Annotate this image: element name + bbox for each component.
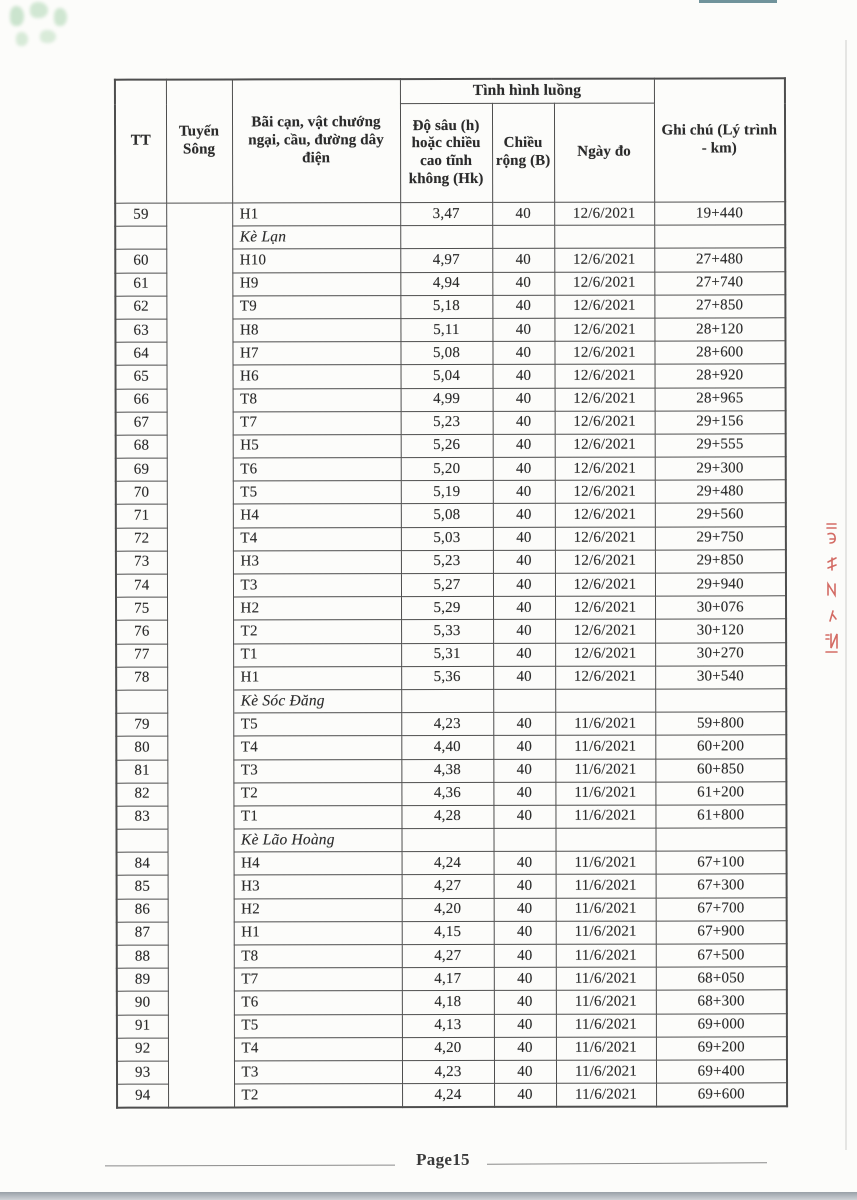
smudge-blob <box>10 6 24 26</box>
smudge-blob <box>16 32 28 46</box>
depth-cell: 5,26 <box>401 434 493 457</box>
row-number-cell: 64 <box>115 342 166 365</box>
km-cell: 60+850 <box>655 758 786 781</box>
obstacle-cell: T5 <box>233 481 401 505</box>
row-number-cell: 75 <box>116 597 167 620</box>
scan-edge-shadow <box>845 40 847 1150</box>
width-cell: 40 <box>493 365 555 388</box>
obstacle-cell: T6 <box>234 991 402 1015</box>
row-number-cell: 60 <box>115 249 166 272</box>
date-cell: 12/6/2021 <box>555 364 655 387</box>
col-header-note: Ghi chú (Lý trình - km) <box>654 78 785 202</box>
depth-cell: 5,19 <box>401 481 493 504</box>
km-cell: 68+050 <box>656 967 787 990</box>
section-row <box>116 689 786 714</box>
date-cell: 12/6/2021 <box>555 457 655 480</box>
obstacle-cell: H6 <box>233 365 401 389</box>
width-cell: 40 <box>493 457 555 480</box>
depth-cell: 4,28 <box>401 805 493 828</box>
km-cell: 59+800 <box>655 712 786 735</box>
depth-cell: 5,11 <box>400 318 492 341</box>
col-header-obstacle: Bãi cạn, vật chướng ngại, cầu, đường dây điện <box>232 79 400 203</box>
date-cell: 11/6/2021 <box>555 735 655 758</box>
row-number-cell: 63 <box>115 319 166 342</box>
km-cell: 28+965 <box>655 387 786 410</box>
obstacle-cell: T2 <box>233 782 401 806</box>
date-cell: 12/6/2021 <box>555 504 655 527</box>
row-number-cell: 70 <box>116 481 167 504</box>
width-cell: 40 <box>494 1037 556 1060</box>
col-header-route: Tuyến Sông <box>166 79 232 203</box>
date-cell: 12/6/2021 <box>554 295 654 318</box>
depth-cell: 4,27 <box>402 875 494 898</box>
route-cell <box>166 203 233 690</box>
obstacle-cell: T2 <box>234 1084 402 1108</box>
channel-survey-table <box>114 77 788 1109</box>
row-number-cell <box>115 226 166 249</box>
date-cell <box>555 689 655 712</box>
obstacle-cell: T3 <box>234 1061 402 1085</box>
width-cell: 40 <box>493 712 555 735</box>
date-cell: 11/6/2021 <box>556 1060 656 1083</box>
width-cell: 40 <box>493 573 555 596</box>
date-cell: 12/6/2021 <box>554 202 654 225</box>
km-cell: 68+300 <box>656 990 787 1013</box>
date-cell: 12/6/2021 <box>554 248 654 271</box>
km-cell <box>655 689 786 712</box>
obstacle-cell: T4 <box>234 1037 402 1061</box>
km-cell: 61+800 <box>655 805 786 828</box>
width-cell: 40 <box>493 504 555 527</box>
width-cell <box>493 689 555 712</box>
width-cell: 40 <box>493 736 555 759</box>
row-number-cell: 77 <box>116 644 167 667</box>
km-cell: 28+600 <box>654 341 785 364</box>
date-cell: 12/6/2021 <box>555 573 655 596</box>
obstacle-cell: H8 <box>232 319 400 343</box>
page-footer <box>0 1146 857 1180</box>
km-cell: 67+900 <box>656 921 787 944</box>
km-cell: 69+400 <box>656 1060 787 1083</box>
depth-cell: 4,15 <box>402 921 494 944</box>
red-ink-marks <box>824 521 840 659</box>
km-cell: 29+300 <box>655 457 786 480</box>
obstacle-cell: Kè Sóc Đăng <box>233 690 401 714</box>
obstacle-cell: H3 <box>234 875 402 899</box>
date-cell: 12/6/2021 <box>555 411 655 434</box>
width-cell <box>493 828 555 851</box>
green-ink-smudge <box>4 0 84 55</box>
width-cell: 40 <box>493 596 555 619</box>
table-header <box>115 78 785 203</box>
date-cell: 12/6/2021 <box>554 272 654 295</box>
obstacle-cell: H5 <box>233 434 401 458</box>
km-cell: 29+555 <box>655 434 786 457</box>
obstacle-cell: H2 <box>233 597 401 621</box>
depth-cell: 4,27 <box>402 944 494 967</box>
km-cell: 19+440 <box>654 202 785 225</box>
obstacle-cell: T1 <box>233 643 401 667</box>
section-row <box>116 828 786 853</box>
smudge-blob <box>54 8 67 26</box>
obstacle-cell: T8 <box>233 388 401 412</box>
km-cell: 28+920 <box>655 364 786 387</box>
width-cell: 40 <box>493 481 555 504</box>
obstacle-cell: T5 <box>234 1014 402 1038</box>
row-number-cell: 85 <box>117 876 168 899</box>
depth-cell: 5,23 <box>401 411 493 434</box>
depth-cell: 4,99 <box>401 388 493 411</box>
width-cell: 40 <box>492 341 554 364</box>
width-cell: 40 <box>494 967 556 990</box>
km-cell: 67+500 <box>656 944 787 967</box>
row-number-cell: 88 <box>117 945 168 968</box>
width-cell: 40 <box>494 1083 556 1107</box>
obstacle-cell: H7 <box>232 342 400 366</box>
width-cell: 40 <box>492 272 554 295</box>
date-cell: 11/6/2021 <box>556 851 656 874</box>
row-number-cell: 67 <box>116 412 167 435</box>
date-cell: 11/6/2021 <box>556 944 656 967</box>
col-header-width: Chiều rộng (B) <box>492 103 554 202</box>
obstacle-cell: T7 <box>234 968 402 992</box>
date-cell: 11/6/2021 <box>555 759 655 782</box>
date-cell: 11/6/2021 <box>556 1083 656 1107</box>
date-cell: 12/6/2021 <box>555 480 655 503</box>
width-cell: 40 <box>493 388 555 411</box>
date-cell: 12/6/2021 <box>555 666 655 689</box>
km-cell: 30+120 <box>655 619 786 642</box>
width-cell: 40 <box>494 1060 556 1083</box>
width-cell: 40 <box>492 295 554 318</box>
route-cell <box>167 829 233 852</box>
km-cell <box>655 828 786 851</box>
km-cell: 30+270 <box>655 642 786 665</box>
route-cell <box>168 852 235 1108</box>
date-cell: 11/6/2021 <box>556 921 656 944</box>
scan-bottom-bar <box>0 1192 857 1200</box>
row-number-cell: 65 <box>116 365 167 388</box>
width-cell: 40 <box>493 434 555 457</box>
obstacle-cell: T4 <box>233 736 401 760</box>
obstacle-cell: H4 <box>233 504 401 528</box>
depth-cell: 5,20 <box>401 457 493 480</box>
depth-cell: 3,47 <box>400 202 492 225</box>
obstacle-cell: H9 <box>232 272 400 296</box>
width-cell: 40 <box>494 1014 556 1037</box>
date-cell: 11/6/2021 <box>555 782 655 805</box>
obstacle-cell: T1 <box>233 805 401 829</box>
obstacle-cell: T7 <box>233 411 401 435</box>
width-cell <box>492 225 554 248</box>
header-band-row <box>115 78 785 104</box>
date-cell <box>555 828 655 851</box>
row-number-cell: 86 <box>117 899 168 922</box>
depth-cell: 5,04 <box>401 365 493 388</box>
route-cell <box>167 690 233 713</box>
km-cell: 27+850 <box>654 295 785 318</box>
depth-cell: 4,40 <box>401 736 493 759</box>
width-cell: 40 <box>493 411 555 434</box>
row-number-cell: 80 <box>116 736 167 759</box>
row-number-cell: 94 <box>117 1084 168 1108</box>
depth-cell: 4,24 <box>402 852 494 875</box>
row-number-cell: 92 <box>117 1038 168 1061</box>
row-number-cell: 84 <box>117 852 168 875</box>
km-cell: 67+300 <box>656 874 787 897</box>
width-cell: 40 <box>494 898 556 921</box>
obstacle-cell: T3 <box>233 574 401 598</box>
obstacle-cell: T4 <box>233 527 401 551</box>
row-number-cell: 82 <box>116 783 167 806</box>
width-cell: 40 <box>493 550 555 573</box>
col-header-channel-condition: Tình hình luồng <box>400 79 654 104</box>
depth-cell <box>401 689 493 712</box>
width-cell: 40 <box>493 759 555 782</box>
depth-cell: 4,20 <box>402 1037 494 1060</box>
km-cell: 61+200 <box>655 781 786 804</box>
km-cell: 29+480 <box>655 480 786 503</box>
col-header-date: Ngày đo <box>554 103 654 202</box>
date-cell: 11/6/2021 <box>555 712 655 735</box>
width-cell: 40 <box>494 944 556 967</box>
km-cell: 69+000 <box>656 1013 787 1036</box>
depth-cell: 4,20 <box>402 898 494 921</box>
km-cell: 27+480 <box>654 248 785 271</box>
km-cell: 69+200 <box>656 1037 787 1060</box>
row-number-cell: 81 <box>116 760 167 783</box>
depth-cell: 4,36 <box>401 782 493 805</box>
scan-edge-line <box>699 0 777 3</box>
width-cell: 40 <box>494 852 556 875</box>
depth-cell: 5,33 <box>401 620 493 643</box>
date-cell: 12/6/2021 <box>555 596 655 619</box>
depth-cell: 4,13 <box>402 1014 494 1037</box>
date-cell: 11/6/2021 <box>556 1014 656 1037</box>
date-cell: 11/6/2021 <box>556 898 656 921</box>
row-number-cell <box>116 690 167 713</box>
km-cell: 60+200 <box>655 735 786 758</box>
row-number-cell: 59 <box>115 203 166 226</box>
data-row <box>116 712 786 737</box>
obstacle-cell: H2 <box>234 898 402 922</box>
depth-cell: 5,18 <box>400 295 492 318</box>
date-cell: 11/6/2021 <box>556 875 656 898</box>
width-cell: 40 <box>493 805 555 828</box>
row-number-cell: 68 <box>116 435 167 458</box>
row-number-cell: 83 <box>116 806 167 829</box>
obstacle-cell: T9 <box>232 295 400 319</box>
km-cell: 27+740 <box>654 271 785 294</box>
date-cell: 11/6/2021 <box>556 990 656 1013</box>
date-cell: 12/6/2021 <box>554 318 654 341</box>
km-cell: 28+120 <box>654 318 785 341</box>
obstacle-cell: H10 <box>232 249 400 273</box>
row-number-cell: 93 <box>117 1061 168 1084</box>
row-number-cell: 87 <box>117 922 168 945</box>
km-cell: 29+940 <box>655 573 786 596</box>
width-cell: 40 <box>493 527 555 550</box>
data-row <box>115 202 785 227</box>
km-cell: 67+100 <box>656 851 787 874</box>
route-cell <box>167 713 233 829</box>
km-cell: 29+156 <box>655 410 786 433</box>
km-cell: 29+850 <box>655 550 786 573</box>
km-cell: 67+700 <box>656 897 787 920</box>
row-number-cell: 74 <box>116 574 167 597</box>
obstacle-cell: H4 <box>234 852 402 876</box>
depth-cell: 4,23 <box>402 1060 494 1083</box>
obstacle-cell: T8 <box>234 945 402 969</box>
row-number-cell <box>116 829 167 852</box>
km-cell: 29+750 <box>655 526 786 549</box>
obstacle-cell: Kè Lão Hoàng <box>233 829 401 853</box>
row-number-cell: 61 <box>115 273 166 296</box>
depth-cell: 5,29 <box>401 597 493 620</box>
obstacle-cell: T5 <box>233 713 401 737</box>
depth-cell <box>400 226 492 249</box>
depth-cell: 4,94 <box>400 272 492 295</box>
depth-cell: 5,36 <box>401 666 493 689</box>
km-cell <box>654 225 785 248</box>
width-cell: 40 <box>494 921 556 944</box>
smudge-blob <box>40 30 56 43</box>
depth-cell <box>401 828 493 851</box>
date-cell: 11/6/2021 <box>556 1037 656 1060</box>
obstacle-cell: T3 <box>233 759 401 783</box>
row-number-cell: 90 <box>117 991 168 1014</box>
depth-cell: 4,17 <box>402 968 494 991</box>
date-cell: 12/6/2021 <box>555 527 655 550</box>
row-number-cell: 62 <box>115 296 166 319</box>
row-number-cell: 89 <box>117 968 168 991</box>
table-body <box>115 202 787 1108</box>
date-cell: 11/6/2021 <box>556 967 656 990</box>
width-cell: 40 <box>493 666 555 689</box>
footer-rule-right <box>487 1162 767 1164</box>
date-cell: 12/6/2021 <box>555 643 655 666</box>
depth-cell: 4,23 <box>401 713 493 736</box>
date-cell: 12/6/2021 <box>555 434 655 457</box>
depth-cell: 5,08 <box>401 504 493 527</box>
km-cell: 29+560 <box>655 503 786 526</box>
depth-cell: 5,23 <box>401 550 493 573</box>
width-cell: 40 <box>494 875 556 898</box>
data-row <box>117 851 787 876</box>
date-cell: 12/6/2021 <box>554 341 654 364</box>
depth-cell: 4,24 <box>402 1084 494 1108</box>
obstacle-cell: H1 <box>234 921 402 945</box>
depth-cell: 5,27 <box>401 573 493 596</box>
row-number-cell: 91 <box>117 1015 168 1038</box>
depth-cell: 5,08 <box>400 342 492 365</box>
obstacle-cell: T6 <box>233 458 401 482</box>
row-number-cell: 73 <box>116 551 167 574</box>
width-cell: 40 <box>493 643 555 666</box>
obstacle-cell: H1 <box>232 203 400 227</box>
col-header-depth: Độ sâu (h) hoặc chiều cao tĩnh không (Hk) <box>400 103 492 202</box>
row-number-cell: 72 <box>116 528 167 551</box>
row-number-cell: 76 <box>116 620 167 643</box>
obstacle-cell: H3 <box>233 550 401 574</box>
width-cell: 40 <box>494 991 556 1014</box>
smudge-blob <box>30 2 48 18</box>
row-number-cell: 66 <box>116 389 167 412</box>
row-number-cell: 69 <box>116 458 167 481</box>
date-cell: 11/6/2021 <box>555 805 655 828</box>
depth-cell: 5,31 <box>401 643 493 666</box>
obstacle-cell: T2 <box>233 620 401 644</box>
km-cell: 30+540 <box>655 666 786 689</box>
col-header-tt: TT <box>115 80 166 204</box>
row-number-cell: 71 <box>116 505 167 528</box>
page-number: Page15 <box>416 1150 470 1169</box>
footer-rule-left <box>105 1165 395 1167</box>
date-cell <box>554 225 654 248</box>
date-cell: 12/6/2021 <box>555 388 655 411</box>
km-cell: 69+600 <box>656 1083 787 1107</box>
width-cell: 40 <box>492 318 554 341</box>
width-cell: 40 <box>492 249 554 272</box>
row-number-cell: 78 <box>116 667 167 690</box>
km-cell: 30+076 <box>655 596 786 619</box>
obstacle-cell: Kè Lạn <box>232 226 400 250</box>
depth-cell: 4,18 <box>402 991 494 1014</box>
depth-cell: 4,38 <box>401 759 493 782</box>
depth-cell: 5,03 <box>401 527 493 550</box>
width-cell: 40 <box>493 620 555 643</box>
width-cell: 40 <box>493 782 555 805</box>
row-number-cell: 79 <box>116 713 167 736</box>
obstacle-cell: H1 <box>233 666 401 690</box>
date-cell: 12/6/2021 <box>555 619 655 642</box>
date-cell: 12/6/2021 <box>555 550 655 573</box>
width-cell: 40 <box>492 202 554 225</box>
depth-cell: 4,97 <box>400 249 492 272</box>
